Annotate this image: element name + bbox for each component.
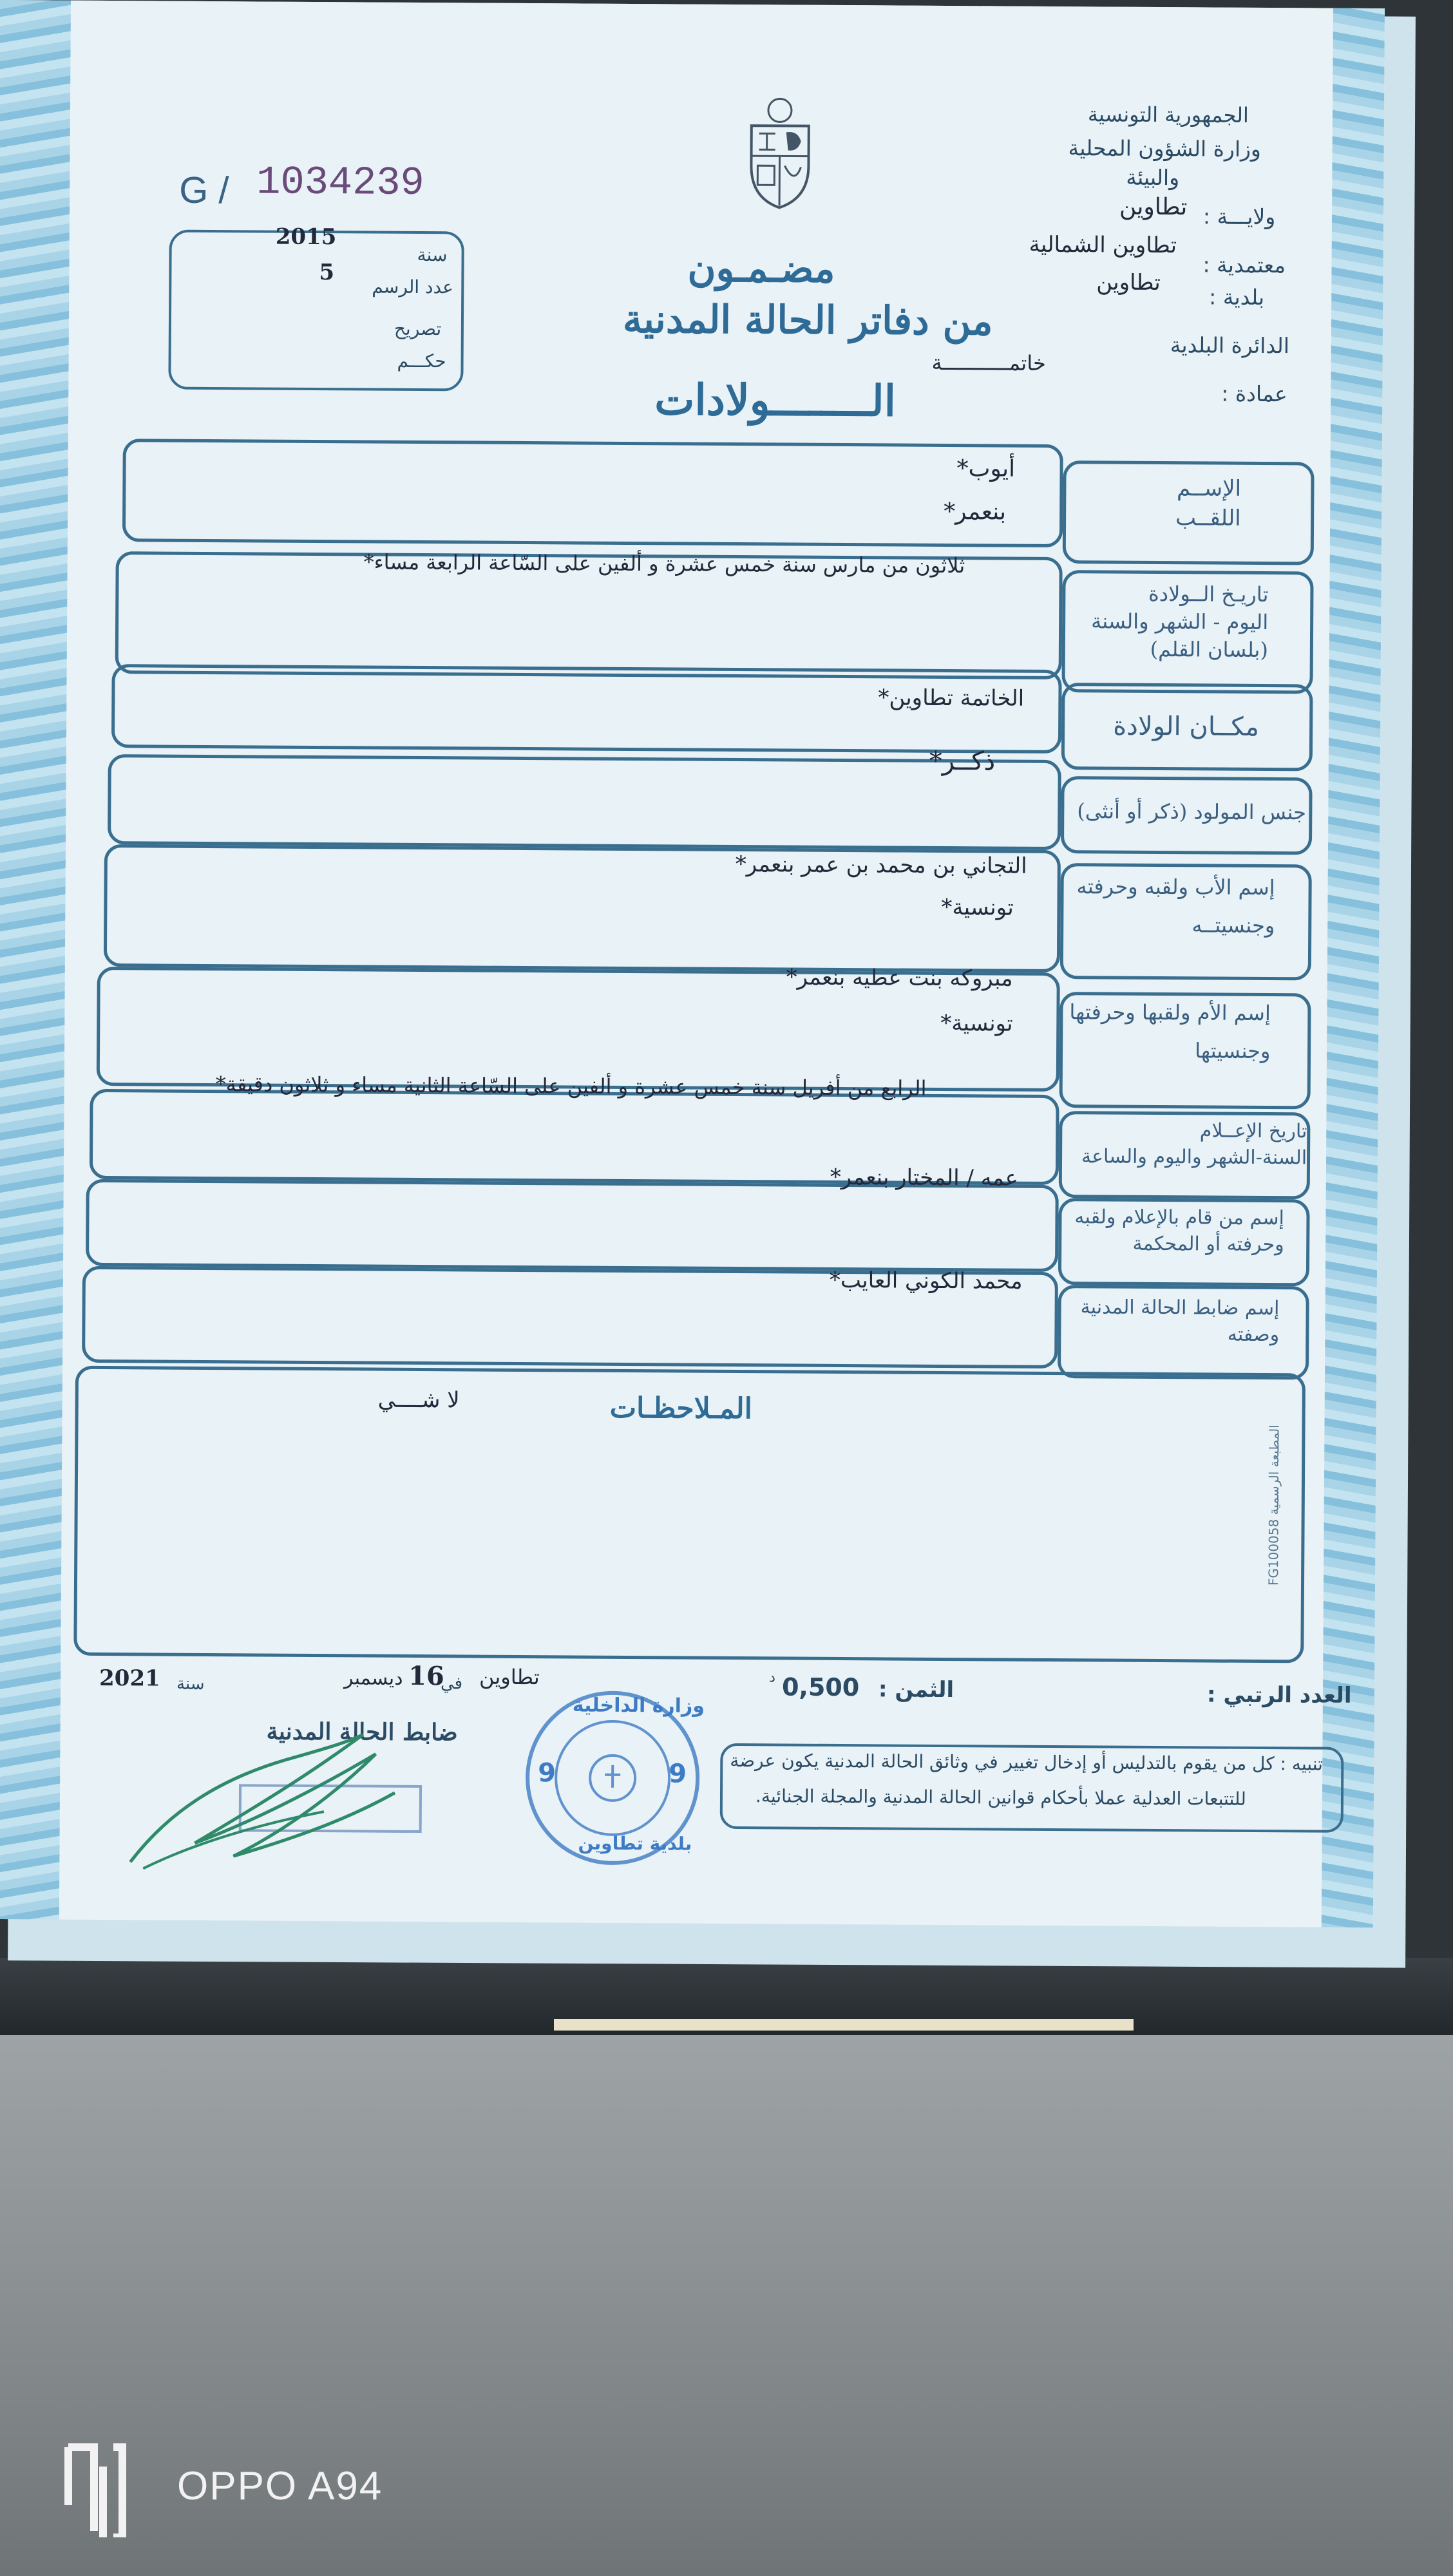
year-label: سنة xyxy=(417,243,448,266)
field-value-mother-name: مبروكه بنت عطيه بنعمر* xyxy=(786,964,1013,992)
field-label-declaration-date: تاريخ الإعــلام السنة-الشهر واليوم والساعة xyxy=(1081,1119,1307,1169)
field-value-mother-nationality: تونسية* xyxy=(940,1010,1013,1037)
field-value-gender: ذكــر* xyxy=(929,746,996,777)
camera-brand-logo-icon xyxy=(64,2441,129,2537)
serial-number: 1034239 xyxy=(256,159,424,207)
field-value-box-name xyxy=(122,439,1063,547)
stamp-bottom-text: بلدية تطاوين xyxy=(578,1832,692,1855)
baladia-label: بلدية : xyxy=(1209,284,1265,310)
mootamadia-value: تطاوين الشمالية xyxy=(1029,231,1177,259)
field-value-last-name: بنعمر* xyxy=(944,498,1007,526)
record-number-label: عدد الرسم xyxy=(372,276,454,298)
daira-label: الدائرة البلدية xyxy=(1170,332,1290,359)
issue-year: 2021 xyxy=(99,1665,160,1692)
field-label-birth-date: تاريـخ الــولادة اليوم - الشهر والسنة (بلسان القلم) xyxy=(1091,581,1269,663)
warning-line-1: تنبيه : كل من يقوم بالتدليس أو إدخال تغيير في وثائق الحالة المدنية يكون عرضة xyxy=(730,1749,1324,1775)
stamp-left-digit: 9 xyxy=(538,1758,556,1788)
field-value-officer: محمد الكوني العايب* xyxy=(829,1267,1023,1294)
field-label-officer: إسم ضابط الحالة المدنية وصفته xyxy=(1080,1296,1280,1346)
field-value-father-nationality: تونسية* xyxy=(941,894,1014,921)
officer-title: ضابط الحالة المدنية xyxy=(266,1718,458,1747)
paper-strip xyxy=(554,2019,1134,2031)
issue-day: 16 xyxy=(408,1660,444,1692)
field-value-box-gender xyxy=(108,754,1061,850)
remarks-label: المـلاحظـات xyxy=(609,1391,753,1426)
serial-prefix: G / xyxy=(179,169,229,212)
field-value-first-name: أيوب* xyxy=(956,455,1016,482)
omada-label: عمادة : xyxy=(1221,381,1287,407)
stamp-top-text: وزارة الداخلية xyxy=(572,1694,705,1718)
price-unit: د xyxy=(769,1669,775,1686)
wilaya-label: ولايـــة : xyxy=(1202,204,1276,230)
handwritten-signature-icon xyxy=(117,1714,479,1883)
title-line-3: الــــــــولادات xyxy=(654,374,897,426)
judgment-label: حكـــم xyxy=(397,350,446,372)
field-label-birth-place: مكــان الولادة xyxy=(1113,711,1260,742)
price-value: 0,500 xyxy=(781,1672,860,1702)
ministry-line-1: وزارة الشؤون المحلية xyxy=(1068,135,1262,162)
warning-line-2: للتتبعات العدلية عملا بأحكام قوانين الحالة المدنية والمجلة الجنائية. xyxy=(755,1785,1246,1810)
field-value-declarant: عمه / المختار بنعمر* xyxy=(830,1164,1019,1191)
year-value: 2015 xyxy=(275,223,337,251)
field-label-name: الإســم اللقــب xyxy=(1175,475,1242,531)
field-value-declaration-date: الرابع من أفريل سنة خمس عشرة و ألفين على السّاعة الثانية مساء و ثلاثون دقيقة* xyxy=(215,1072,927,1101)
tunisia-coat-of-arms-icon xyxy=(739,95,821,211)
printer-mark: المطبعة الرسمية FG100058 xyxy=(1265,1425,1282,1586)
mootamadia-label: معتمدية : xyxy=(1202,252,1286,278)
stamp-right-digit: 9 xyxy=(669,1759,687,1789)
field-label-mother: إسم الأم ولقبها وحرفتها وجنسيتها xyxy=(1069,999,1271,1064)
field-label-declarant: إسم من قام بالإعلام ولقبه وحرفته أو المحكمة xyxy=(1074,1206,1285,1256)
issue-place: تطاوين xyxy=(479,1664,540,1690)
declaration-label: تصريح xyxy=(394,317,442,340)
daira-value: خاتمـــــــــــة xyxy=(931,350,1046,375)
title-line-1: مضـمـون xyxy=(687,245,835,292)
baladia-value: تطاوين xyxy=(1096,269,1161,296)
camera-brand-text: OPPO A94 xyxy=(177,2464,383,2508)
remarks-value: لا شــــي xyxy=(377,1387,460,1414)
field-value-birth-date: ثلاثون من مارس سنة خمس عشرة و ألفين على السّاعة الرابعة مساء* xyxy=(363,549,965,578)
field-value-box-declarant xyxy=(86,1179,1059,1272)
field-value-birth-place: الخاتمة تطاوين* xyxy=(878,685,1025,712)
issue-year-label: سنة xyxy=(176,1674,205,1694)
serial-number-label: العدد الرتبي : xyxy=(1206,1681,1352,1709)
field-label-gender: جنس المولود (ذكر أو أنثى) xyxy=(1077,799,1307,825)
title-line-2: من دفاتر الحالة المدنية xyxy=(622,296,993,345)
issue-in-label: في xyxy=(440,1674,463,1694)
issue-month: ديسمبر xyxy=(343,1667,403,1690)
record-number-value: 5 xyxy=(319,260,335,286)
republic-name: الجمهورية التونسية xyxy=(1087,102,1249,128)
field-value-father-name: التجاني بن محمد بن عمر بنعمر* xyxy=(735,851,1027,879)
wilaya-value: تطاوين xyxy=(1119,193,1188,221)
ministry-line-2: والبيئة xyxy=(1126,164,1180,191)
price-label: الثمن : xyxy=(878,1676,954,1703)
field-label-father: إسم الأب ولقبه وحرفته وجنسيتــه xyxy=(1076,874,1275,938)
